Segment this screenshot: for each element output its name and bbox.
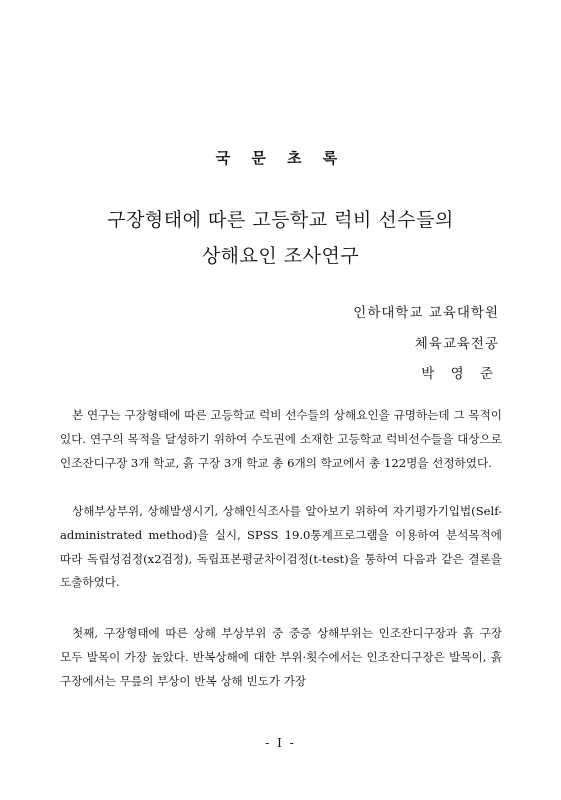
thesis-title-line-2: 상해요인 조사연구 [201, 245, 360, 267]
thesis-title-line-1: 구장형태에 따른 고등학교 럭비 선수들의 [107, 209, 454, 231]
author-name: 박 영 준 [421, 366, 499, 382]
author-major: 체육교육전공 [414, 336, 499, 352]
abstract-paragraph-3: 첫째, 구장형태에 따른 상해 부상부위 중 중증 상해부위는 인조잔디구장과 흙 구장 모두 발목이 가장 높았다. 반복상해에 대한 부위·횟수에서는 인조잔디구장은 발목이, 흙 구장에서는 무릎의 부상이 반복 상해 빈도가 가장 [60, 626, 502, 688]
abstract-paragraph-2: 상해부상부위, 상해발생시기, 상해인식조사를 알아보기 위하여 자기평가기입법(Self-administrated method)을 실시, SPSS 19.0통계프로그램을 이용하여 분석목적에 따라 독립성검정(x2검정), 독립표본평균차이검정(t-test)을 통하여 다음과 같은 결론을 도출하였다. [60, 504, 502, 590]
page-number: - I - [265, 736, 296, 750]
abstract-paragraph-1: 본 연구는 구장형태에 따른 고등학교 럭비 선수들의 상해요인을 규명하는데 그 목적이 있다. 연구의 목적을 달성하기 위하여 수도권에 소재한 고등학교 럭비선수들을 대상으로 인조잔디구장 3개 학교, 흙 구장 3개 학교 총 6개의 학교에서 총 122명을 선정하였다. [60, 408, 502, 470]
abstract-heading: 국 문 초 록 [215, 149, 346, 167]
author-university: 인하대학교 교육대학원 [353, 305, 499, 321]
